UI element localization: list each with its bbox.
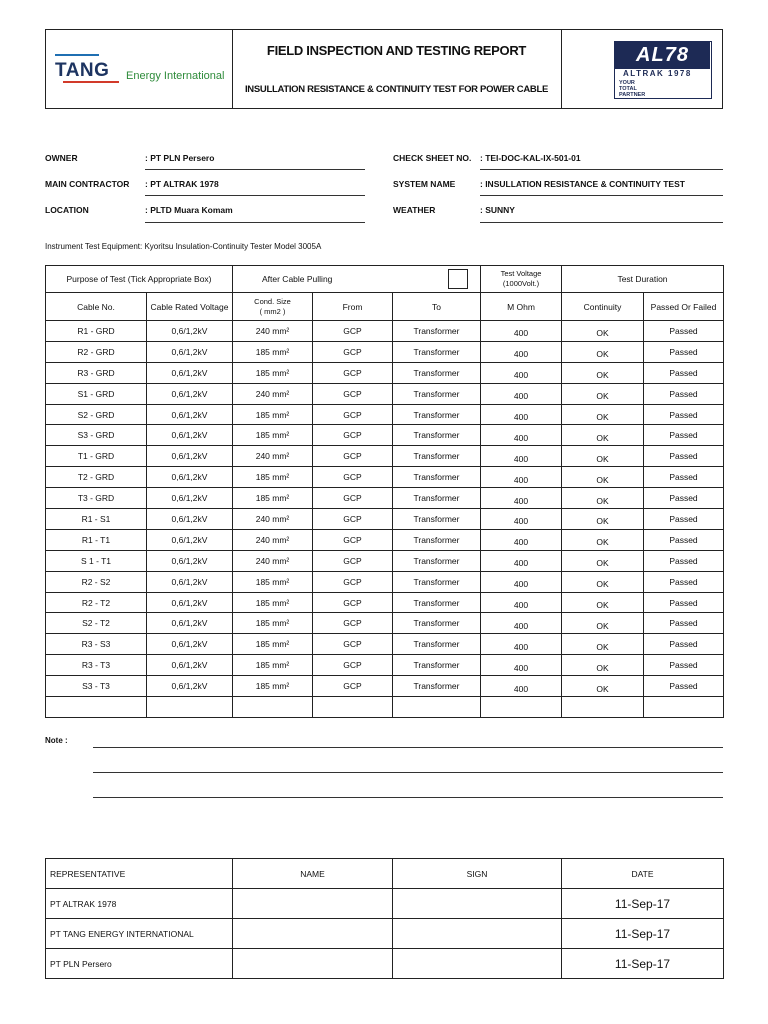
cell-cond-size: 185 mm² <box>233 362 313 383</box>
cell-m-ohm: 400 <box>481 446 562 467</box>
cell-continuity: OK <box>562 550 644 571</box>
altrak-logo-cell <box>561 30 722 108</box>
cell-rated-voltage: 0,6/1,2kV <box>147 676 233 697</box>
purpose-tick-checkbox[interactable] <box>448 269 468 289</box>
cell-cable-no: S 1 - T1 <box>46 550 147 571</box>
cell-passed-failed: Passed <box>644 592 724 613</box>
rep-company: PT PLN Persero <box>46 949 233 979</box>
tang-logo <box>46 30 233 108</box>
cell-from: GCP <box>313 529 393 550</box>
cell-from: GCP <box>313 655 393 676</box>
cell-rated-voltage: 0,6/1,2kV <box>147 425 233 446</box>
cell-rated-voltage: 0,6/1,2kV <box>147 634 233 655</box>
cell-passed-failed: Passed <box>644 550 724 571</box>
cell-m-ohm: 400 <box>481 634 562 655</box>
cell-cond-size: 185 mm² <box>233 404 313 425</box>
rep-header-representative: REPRESENTATIVE <box>46 859 233 889</box>
cell-rated-voltage: 0,6/1,2kV <box>147 467 233 488</box>
owner-label: OWNER <box>45 153 78 163</box>
table-row <box>46 404 724 425</box>
cell-m-ohm: 400 <box>481 383 562 404</box>
rep-date: 11-Sep-17 <box>562 919 724 949</box>
tang-logo-accent-line <box>55 54 99 56</box>
cell-rated-voltage: 0,6/1,2kV <box>147 655 233 676</box>
table-row <box>46 655 724 676</box>
cell-passed-failed: Passed <box>644 509 724 530</box>
purpose-cell <box>233 266 481 293</box>
cell-m-ohm: 400 <box>481 550 562 571</box>
header-title-block <box>232 30 562 108</box>
system-name-underline <box>480 195 723 196</box>
cell-cable-no: S3 - T3 <box>46 676 147 697</box>
cell-m-ohm: 400 <box>481 571 562 592</box>
cell-cond-size: 185 mm² <box>233 571 313 592</box>
rep-date: 11-Sep-17 <box>562 889 724 919</box>
cell-cond-size: 185 mm² <box>233 613 313 634</box>
cell-cable-no: T1 - GRD <box>46 446 147 467</box>
cell-to: Transformer <box>393 404 481 425</box>
tang-logo-word: TANG <box>55 60 110 81</box>
cell-from: GCP <box>313 634 393 655</box>
cell-rated-voltage: 0,6/1,2kV <box>147 404 233 425</box>
cell-from: GCP <box>313 446 393 467</box>
rep-header-name: NAME <box>233 859 393 889</box>
rep-header-row <box>46 859 724 889</box>
cell-passed-failed: Passed <box>644 321 724 342</box>
cell-cable-no: R3 - GRD <box>46 362 147 383</box>
cell-passed-failed <box>644 697 724 718</box>
cell-continuity: OK <box>562 592 644 613</box>
cell-cond-size: 240 mm² <box>233 383 313 404</box>
cell-cable-no: R2 - S2 <box>46 571 147 592</box>
table-row <box>46 613 724 634</box>
cell-rated-voltage: 0,6/1,2kV <box>147 341 233 362</box>
table-row <box>46 425 724 446</box>
table-row <box>46 362 724 383</box>
cell-rated-voltage: 0,6/1,2kV <box>147 550 233 571</box>
cell-to: Transformer <box>393 529 481 550</box>
cell-from: GCP <box>313 592 393 613</box>
cell-passed-failed: Passed <box>644 634 724 655</box>
cell-to: Transformer <box>393 321 481 342</box>
cell-passed-failed: Passed <box>644 341 724 362</box>
cell-to: Transformer <box>393 341 481 362</box>
cell-cable-no: T2 - GRD <box>46 467 147 488</box>
cell-from: GCP <box>313 467 393 488</box>
cell-m-ohm: 400 <box>481 655 562 676</box>
location-underline <box>145 222 365 223</box>
cell-cond-size: 185 mm² <box>233 676 313 697</box>
col-header-to: To <box>393 293 481 321</box>
cell-continuity: OK <box>562 362 644 383</box>
cell-to: Transformer <box>393 592 481 613</box>
cell-continuity: OK <box>562 383 644 404</box>
location-label: LOCATION <box>45 205 89 215</box>
cell-cond-size: 240 mm² <box>233 550 313 571</box>
cell-from: GCP <box>313 613 393 634</box>
cell-cable-no: S3 - GRD <box>46 425 147 446</box>
cell-cable-no: R1 - GRD <box>46 321 147 342</box>
cell-cable-no: R3 - S3 <box>46 634 147 655</box>
cell-from: GCP <box>313 676 393 697</box>
cell-continuity: OK <box>562 571 644 592</box>
location-value: : PLTD Muara Komam <box>145 205 233 215</box>
owner-underline <box>145 169 365 170</box>
cell-m-ohm: 400 <box>481 425 562 446</box>
cell-m-ohm: 400 <box>481 341 562 362</box>
system-name-label: SYSTEM NAME <box>393 179 456 189</box>
cell-passed-failed: Passed <box>644 529 724 550</box>
cell-m-ohm: 400 <box>481 404 562 425</box>
cell-from: GCP <box>313 383 393 404</box>
cell-to: Transformer <box>393 634 481 655</box>
cell-rated-voltage: 0,6/1,2kV <box>147 509 233 530</box>
rep-sign-field[interactable] <box>393 919 562 949</box>
cell-from: GCP <box>313 425 393 446</box>
report-subtitle: INSULLATION RESISTANCE & CONTINUITY TEST FOR POWER CABLE <box>244 84 549 95</box>
cell-rated-voltage: 0,6/1,2kV <box>147 592 233 613</box>
table-row <box>46 529 724 550</box>
cell-cond-size: 185 mm² <box>233 634 313 655</box>
weather-label: WEATHER <box>393 205 436 215</box>
cell-cond-size: 240 mm² <box>233 529 313 550</box>
rep-row <box>46 919 724 949</box>
cell-cond-size: 240 mm² <box>233 509 313 530</box>
cell-cond-size: 185 mm² <box>233 341 313 362</box>
cell-cond-size: 185 mm² <box>233 592 313 613</box>
rep-date: 11-Sep-17 <box>562 949 724 979</box>
cell-to: Transformer <box>393 613 481 634</box>
table-row <box>46 467 724 488</box>
cell-cable-no: S1 - GRD <box>46 383 147 404</box>
cell-passed-failed: Passed <box>644 362 724 383</box>
cell-m-ohm: 400 <box>481 509 562 530</box>
cell-to: Transformer <box>393 446 481 467</box>
note-line-1[interactable] <box>93 747 723 748</box>
cell-cable-no <box>46 697 147 718</box>
cell-to: Transformer <box>393 571 481 592</box>
representative-table <box>45 858 724 979</box>
altrak-logo <box>614 41 712 99</box>
cell-continuity: OK <box>562 341 644 362</box>
test-duration-header: Test Duration <box>562 266 724 293</box>
test-results-table <box>45 265 724 718</box>
table-row <box>46 488 724 509</box>
cell-rated-voltage: 0,6/1,2kV <box>147 362 233 383</box>
cell-rated-voltage: 0,6/1,2kV <box>147 383 233 404</box>
cell-from: GCP <box>313 321 393 342</box>
cell-to: Transformer <box>393 550 481 571</box>
cell-m-ohm: 400 <box>481 362 562 383</box>
cell-continuity: OK <box>562 488 644 509</box>
purpose-row <box>46 266 724 293</box>
cell-rated-voltage <box>147 697 233 718</box>
rep-row <box>46 889 724 919</box>
cell-from: GCP <box>313 488 393 509</box>
rep-sign-field[interactable] <box>393 949 562 979</box>
cell-continuity: OK <box>562 404 644 425</box>
cell-cable-no: R2 - GRD <box>46 341 147 362</box>
cell-cond-size: 185 mm² <box>233 467 313 488</box>
col-header-rated-voltage: Cable Rated Voltage <box>147 293 233 321</box>
cell-passed-failed: Passed <box>644 383 724 404</box>
table-row <box>46 341 724 362</box>
cell-continuity: OK <box>562 509 644 530</box>
main-contractor-label: MAIN CONTRACTOR <box>45 179 130 189</box>
cell-passed-failed: Passed <box>644 425 724 446</box>
table-row <box>46 592 724 613</box>
rep-row <box>46 949 724 979</box>
cell-cond-size: 185 mm² <box>233 488 313 509</box>
cell-m-ohm: 400 <box>481 467 562 488</box>
cell-to: Transformer <box>393 655 481 676</box>
cell-to: Transformer <box>393 467 481 488</box>
col-header-m-ohm: M Ohm <box>481 293 562 321</box>
cell-cable-no: R1 - T1 <box>46 529 147 550</box>
tang-logo-subtitle: Energy International <box>126 70 225 82</box>
rep-sign-field[interactable] <box>393 889 562 919</box>
test-voltage-header: Test Voltage (1000Volt.) <box>481 266 562 293</box>
cell-to <box>393 697 481 718</box>
rep-company: PT TANG ENERGY INTERNATIONAL <box>46 919 233 949</box>
column-header-row <box>46 293 724 321</box>
cell-continuity: OK <box>562 321 644 342</box>
cell-passed-failed: Passed <box>644 571 724 592</box>
cell-m-ohm: 400 <box>481 592 562 613</box>
table-row <box>46 676 724 697</box>
altrak-logo-mark: AL78 <box>615 42 710 69</box>
cell-cable-no: R1 - S1 <box>46 509 147 530</box>
cell-cond-size: 185 mm² <box>233 655 313 676</box>
table-row <box>46 383 724 404</box>
cell-continuity: OK <box>562 613 644 634</box>
cell-to: Transformer <box>393 383 481 404</box>
cell-m-ohm: 400 <box>481 613 562 634</box>
col-header-from: From <box>313 293 393 321</box>
cell-passed-failed: Passed <box>644 404 724 425</box>
cell-to: Transformer <box>393 488 481 509</box>
tang-logo-red-line <box>63 81 119 83</box>
purpose-label: Purpose of Test (Tick Appropriate Box) <box>46 266 233 293</box>
cell-rated-voltage: 0,6/1,2kV <box>147 529 233 550</box>
cell-continuity: OK <box>562 467 644 488</box>
cell-continuity: OK <box>562 655 644 676</box>
cell-continuity: OK <box>562 425 644 446</box>
table-row <box>46 509 724 530</box>
main-contractor-underline <box>145 195 365 196</box>
col-header-cable-no: Cable No. <box>46 293 147 321</box>
check-sheet-underline <box>480 169 723 170</box>
cell-to: Transformer <box>393 425 481 446</box>
report-header <box>45 29 723 109</box>
note-line-2[interactable] <box>93 772 723 773</box>
note-label: Note : <box>45 736 68 745</box>
cell-from: GCP <box>313 404 393 425</box>
cell-cable-no: T3 - GRD <box>46 488 147 509</box>
cell-cond-size <box>233 697 313 718</box>
cell-from: GCP <box>313 550 393 571</box>
cell-to: Transformer <box>393 676 481 697</box>
cell-cond-size: 240 mm² <box>233 446 313 467</box>
col-header-cond-size: Cond. Size ( mm2 ) <box>233 293 313 321</box>
owner-value: : PT PLN Persero <box>145 153 215 163</box>
cell-cond-size: 185 mm² <box>233 425 313 446</box>
rep-header-date: DATE <box>562 859 724 889</box>
rep-company: PT ALTRAK 1978 <box>46 889 233 919</box>
cell-passed-failed: Passed <box>644 676 724 697</box>
cell-passed-failed: Passed <box>644 446 724 467</box>
rep-name-field[interactable] <box>233 949 393 979</box>
table-row <box>46 697 724 718</box>
altrak-logo-tagline: YOUR TOTAL PARTNER <box>619 80 646 98</box>
cell-to: Transformer <box>393 362 481 383</box>
cell-passed-failed: Passed <box>644 613 724 634</box>
cell-passed-failed: Passed <box>644 488 724 509</box>
table-row <box>46 634 724 655</box>
table-row <box>46 571 724 592</box>
report-title: FIELD INSPECTION AND TESTING REPORT <box>266 43 527 58</box>
rep-name-field[interactable] <box>233 919 393 949</box>
cell-continuity: OK <box>562 676 644 697</box>
rep-name-field[interactable] <box>233 889 393 919</box>
cell-from: GCP <box>313 509 393 530</box>
cell-m-ohm: 400 <box>481 488 562 509</box>
cell-continuity: OK <box>562 529 644 550</box>
cell-passed-failed: Passed <box>644 655 724 676</box>
cell-rated-voltage: 0,6/1,2kV <box>147 488 233 509</box>
cell-cond-size: 240 mm² <box>233 321 313 342</box>
main-contractor-value: : PT ALTRAK 1978 <box>145 179 219 189</box>
check-sheet-label: CHECK SHEET NO. <box>393 153 472 163</box>
cell-rated-voltage: 0,6/1,2kV <box>147 613 233 634</box>
rep-header-sign: SIGN <box>393 859 562 889</box>
weather-underline <box>480 222 723 223</box>
cell-m-ohm: 400 <box>481 676 562 697</box>
cell-rated-voltage: 0,6/1,2kV <box>147 571 233 592</box>
cell-cable-no: S2 - T2 <box>46 613 147 634</box>
purpose-value: After Cable Pulling <box>262 274 333 284</box>
cell-cable-no: R2 - T2 <box>46 592 147 613</box>
cell-cable-no: R3 - T3 <box>46 655 147 676</box>
check-sheet-value: : TEI-DOC-KAL-IX-501-01 <box>480 153 581 163</box>
col-header-passed-failed: Passed Or Failed <box>644 293 724 321</box>
cell-continuity: OK <box>562 446 644 467</box>
cell-from: GCP <box>313 571 393 592</box>
note-line-3[interactable] <box>93 797 723 798</box>
table-row <box>46 321 724 342</box>
cell-m-ohm <box>481 697 562 718</box>
cell-rated-voltage: 0,6/1,2kV <box>147 446 233 467</box>
system-name-value: : INSULLATION RESISTANCE & CONTINUITY TEST <box>480 179 685 189</box>
table-row <box>46 446 724 467</box>
instrument-line: Instrument Test Equipment: Kyoritsu Insulation-Continuity Tester Model 3005A <box>45 242 322 251</box>
cell-rated-voltage: 0,6/1,2kV <box>147 321 233 342</box>
table-row <box>46 550 724 571</box>
altrak-logo-name: ALTRAK 1978 <box>623 69 692 78</box>
cell-from: GCP <box>313 362 393 383</box>
weather-value: : SUNNY <box>480 205 515 215</box>
cell-cable-no: S2 - GRD <box>46 404 147 425</box>
cell-from: GCP <box>313 341 393 362</box>
cell-passed-failed: Passed <box>644 467 724 488</box>
col-header-continuity: Continuity <box>562 293 644 321</box>
cell-m-ohm: 400 <box>481 529 562 550</box>
cell-continuity: OK <box>562 634 644 655</box>
cell-from <box>313 697 393 718</box>
cell-to: Transformer <box>393 509 481 530</box>
cell-m-ohm: 400 <box>481 321 562 342</box>
cell-continuity <box>562 697 644 718</box>
